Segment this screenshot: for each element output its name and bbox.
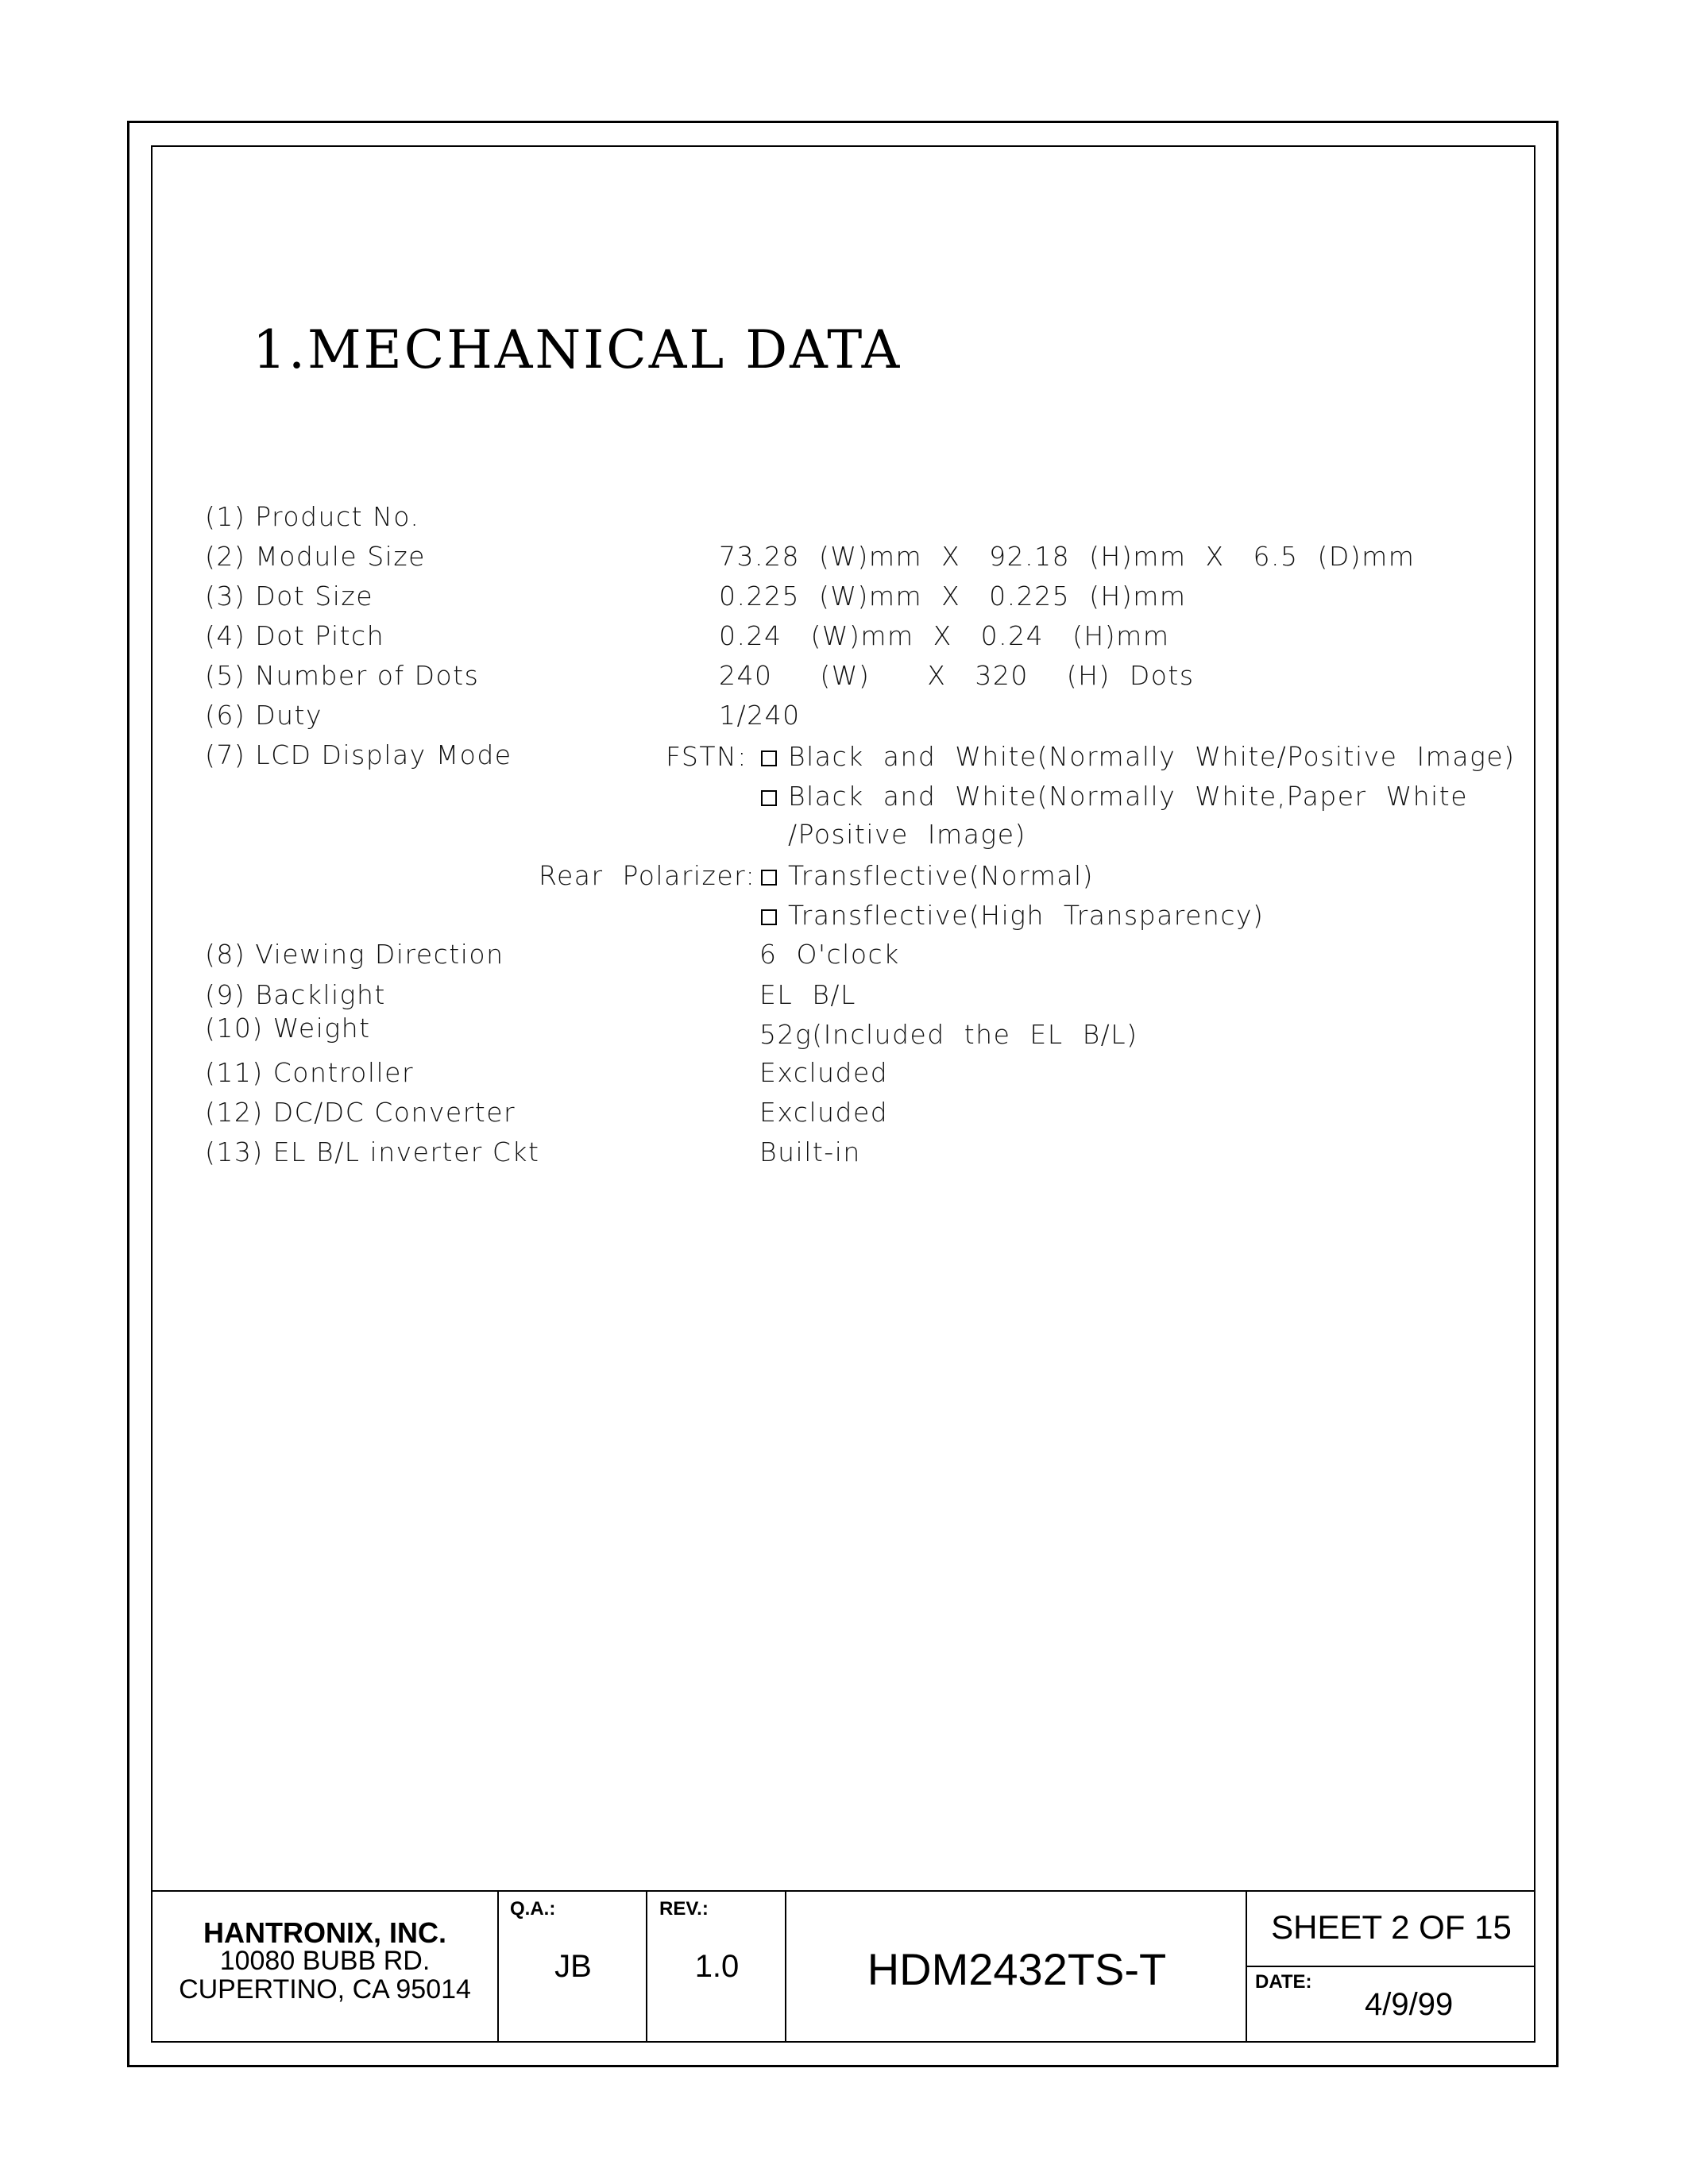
spec-label-backlight: (9) Backlight (205, 979, 386, 1010)
part-number: HDM2432TS-T (867, 1944, 1167, 1994)
spec-label-weight: (10) Weight (205, 1013, 371, 1044)
qa-value: JB (554, 1949, 592, 1984)
spec-label-dot-pitch: (4) Dot Pitch (205, 620, 385, 651)
spec-value-dot-size: 0.225 (W)mm X 0.225 (H)mm (719, 581, 1187, 612)
rear-polarizer-label: Rear Polarizer: (539, 860, 756, 891)
spec-label-el-inverter: (13) EL B/L inverter Ckt (205, 1136, 540, 1167)
spec-value-duty: 1/240 (719, 700, 801, 731)
rev-value: 1.0 (694, 1949, 740, 1984)
polarizer-option-1: Transflective(Normal) (761, 862, 1094, 889)
spec-value-dc-dc-converter: Excluded (759, 1097, 889, 1128)
section-title: 1.MECHANICAL DATA (253, 319, 902, 380)
fstn-option-2-continued: /Positive Image) (788, 819, 1026, 850)
spec-label-duty: (6) Duty (205, 700, 323, 731)
spec-label-dc-dc-converter: (12) DC/DC Converter (205, 1097, 516, 1128)
spec-value-number-of-dots: 240 (W) X 320 (H) Dots (719, 660, 1195, 691)
spec-label-controller: (11) Controller (205, 1057, 415, 1088)
spec-value-controller: Excluded (759, 1057, 889, 1088)
spec-label-dot-size: (3) Dot Size (205, 581, 374, 612)
spec-value-weight: 52g(Included the EL B/L) (759, 1019, 1138, 1050)
spec-value-el-inverter: Built-in (759, 1136, 861, 1167)
date-value: 4/9/99 (1365, 1987, 1454, 2022)
spec-value-dot-pitch: 0.24 (W)mm X 0.24 (H)mm (719, 620, 1170, 651)
spec-label-product-no: (1) Product No. (205, 501, 420, 532)
spec-label-module-size: (2) Module Size (205, 541, 426, 572)
polarizer-option-2: Transflective(High Transparency) (761, 902, 1264, 928)
spec-value-backlight: EL B/L (759, 979, 856, 1010)
date-label: DATE: (1255, 1971, 1312, 1993)
checkbox-icon (761, 870, 777, 886)
qa-label: Q.A.: (510, 1898, 556, 1920)
fstn-label: FSTN: (666, 741, 747, 772)
sheet-number: SHEET 2 OF 15 (1271, 1908, 1512, 1946)
spec-label-viewing-direction: (8) Viewing Direction (205, 939, 504, 970)
spec-label-lcd-display-mode: (7) LCD Display Mode (205, 739, 512, 770)
fstn-option-2: Black and White(Normally White,Paper White (761, 783, 1468, 809)
spec-label-number-of-dots: (5) Number of Dots (205, 660, 480, 691)
spec-value-viewing-direction: 6 O'clock (759, 939, 900, 970)
checkbox-icon (761, 751, 777, 766)
company-address-2: CUPERTINO, CA 95014 (179, 1974, 471, 2005)
company-address-1: 10080 BUBB RD. (219, 1946, 431, 1976)
rev-label: REV.: (659, 1898, 709, 1920)
inner-border (151, 145, 1535, 2043)
fstn-option-1: Black and White(Normally White/Positive Image) (761, 743, 1516, 770)
checkbox-icon (761, 909, 777, 925)
company-name: HANTRONIX, INC. (203, 1916, 446, 1949)
sheet-date-divider (1247, 1966, 1535, 1967)
checkbox-icon (761, 790, 777, 806)
spec-value-module-size: 73.28 (W)mm X 92.18 (H)mm X 6.5 (D)mm (719, 541, 1416, 572)
